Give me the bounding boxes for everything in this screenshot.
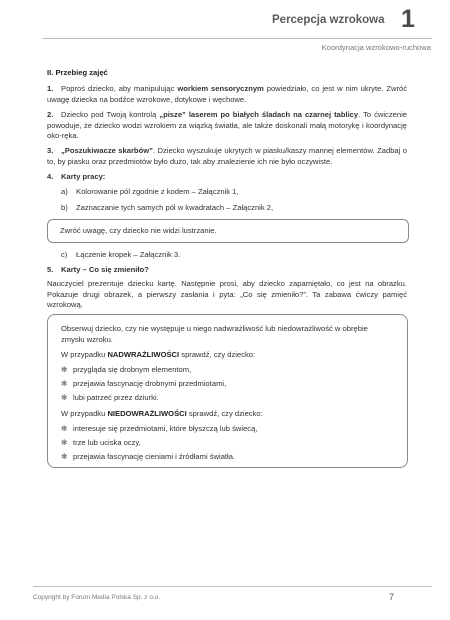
note-box (47, 219, 409, 243)
heading-text: W przypadku (61, 409, 108, 418)
item-letter: b) (61, 203, 68, 212)
step-4-item-b (61, 203, 273, 212)
copyright-notice: Copyright by Forum Media Polska Sp. z o.o. (33, 594, 161, 601)
observation-intro: Obserwuj dziecko, czy nie występuje u niego nadwrażliwość lub niedowrażliwość w obrębie zmysłu wzroku. (61, 324, 368, 344)
asterisk-icon: ✻ (61, 393, 68, 402)
list-item-text: lubi patrzeć przez dziurki. (73, 393, 159, 402)
hypersensitivity-heading (61, 350, 255, 361)
step-1 (47, 84, 407, 105)
hyposensitivity-heading (61, 409, 263, 420)
list-item-text: trze lub uciska oczy, (73, 438, 141, 447)
step-5-text: Nauczyciel prezentuje dziecku kartę. Następnie prosi, aby dziecko zapamiętało, co jest na obrazku. Pokazuje drugi obrazek, a pierwszy zasłania i pyta: „Co się zmieniło?”. Ta zabawa ćwiczy pamięć wzrokową. (47, 279, 407, 310)
list-item (61, 424, 257, 433)
list-item (61, 379, 226, 388)
section-heading: II. Przebieg zajęć (47, 68, 108, 77)
item-text: Łączenie kropek – Załącznik 3. (76, 250, 181, 259)
step-emphasis: „Poszukiwacze skarbów” (61, 146, 153, 155)
step-text: powiedziało, co jest w nim ukryte. Zwróć uwagę dziecka na bodźce wzrokowe, dotykowe i węchowe. (47, 84, 407, 104)
step-number: 5. (47, 265, 54, 274)
heading-text: sprawdź, czy dziecko: (179, 350, 256, 359)
step-label: Karty pracy: (61, 172, 106, 181)
note-text: Zwróć uwagę, czy dziecko nie widzi lustrzanie. (60, 226, 217, 235)
step-number: 3. (47, 146, 54, 155)
asterisk-icon: ✻ (61, 452, 68, 461)
step-emphasis: workiem sensorycznym (177, 84, 264, 93)
list-item (61, 438, 141, 447)
list-item (61, 365, 191, 374)
step-emphasis: „pisze” laserem po białych śladach na czarnej tablicy (159, 110, 359, 119)
step-4-heading (47, 172, 407, 183)
step-3 (47, 146, 407, 167)
step-text: . Dziecko wyszukuje ukrytych w piasku/kaszy mannej elementów. Zadbaj o to, by piasku oraz przedmiotów było dużo, tak aby znalezienie ich nie było oczywiste. (47, 146, 407, 166)
heading-text: sprawdź, czy dziecko: (186, 409, 263, 418)
asterisk-icon: ✻ (61, 379, 68, 388)
list-item-text: interesuje się przedmiotami, które błyszczą lub świecą, (73, 424, 258, 433)
item-letter: c) (61, 250, 68, 259)
step-4-item-c (61, 250, 180, 259)
footer-divider (33, 586, 432, 587)
chapter-subtitle: Koordynacja wzrokowo-ruchowa (321, 43, 431, 52)
step-text: Dziecko pod Twoją kontrolą (61, 110, 160, 119)
list-item (61, 393, 159, 402)
page-number: 7 (389, 592, 395, 602)
list-item-text: przejawia fascynację cieniami i źródłami światła. (73, 452, 236, 461)
list-item-text: przygląda się drobnym elementom, (73, 365, 192, 374)
item-text: Zaznaczanie tych samych pól w kwadratach – Załącznik 2, (76, 203, 274, 212)
step-4-item-a (61, 187, 239, 196)
chapter-title: Percepcja wzrokowa (272, 14, 385, 26)
heading-emphasis: NIEDOWRAŻLIWOŚCI (107, 409, 187, 418)
heading-emphasis: NADWRAŻLIWOŚCI (107, 350, 180, 359)
heading-text: W przypadku (61, 350, 108, 359)
item-letter: a) (61, 187, 68, 196)
step-text: Poproś dziecko, aby manipulując (61, 84, 178, 93)
list-item-text: przejawia fascynację drobnymi przedmiotami, (73, 379, 227, 388)
asterisk-icon: ✻ (61, 438, 68, 447)
observation-box (47, 314, 408, 468)
step-number: 2. (47, 110, 54, 119)
step-number: 4. (47, 172, 54, 181)
item-text: Kolorowanie pól zgodnie z kodem – Załącznik 1, (76, 187, 239, 196)
step-2 (47, 110, 407, 142)
asterisk-icon: ✻ (61, 424, 68, 433)
step-label: Karty – Co się zmieniło? (61, 265, 149, 274)
header-divider (42, 38, 432, 39)
list-item (61, 452, 235, 461)
step-number: 1. (47, 84, 54, 93)
asterisk-icon: ✻ (61, 365, 68, 374)
step-5-heading (47, 265, 407, 276)
step-text: . To ćwiczenie powoduje, że dziecko wodzi wzrokiem za wiązką światła, ale także doskonali małą motorykę i koordynację oko-ręka. (47, 110, 407, 141)
chapter-number: 1 (401, 5, 415, 33)
